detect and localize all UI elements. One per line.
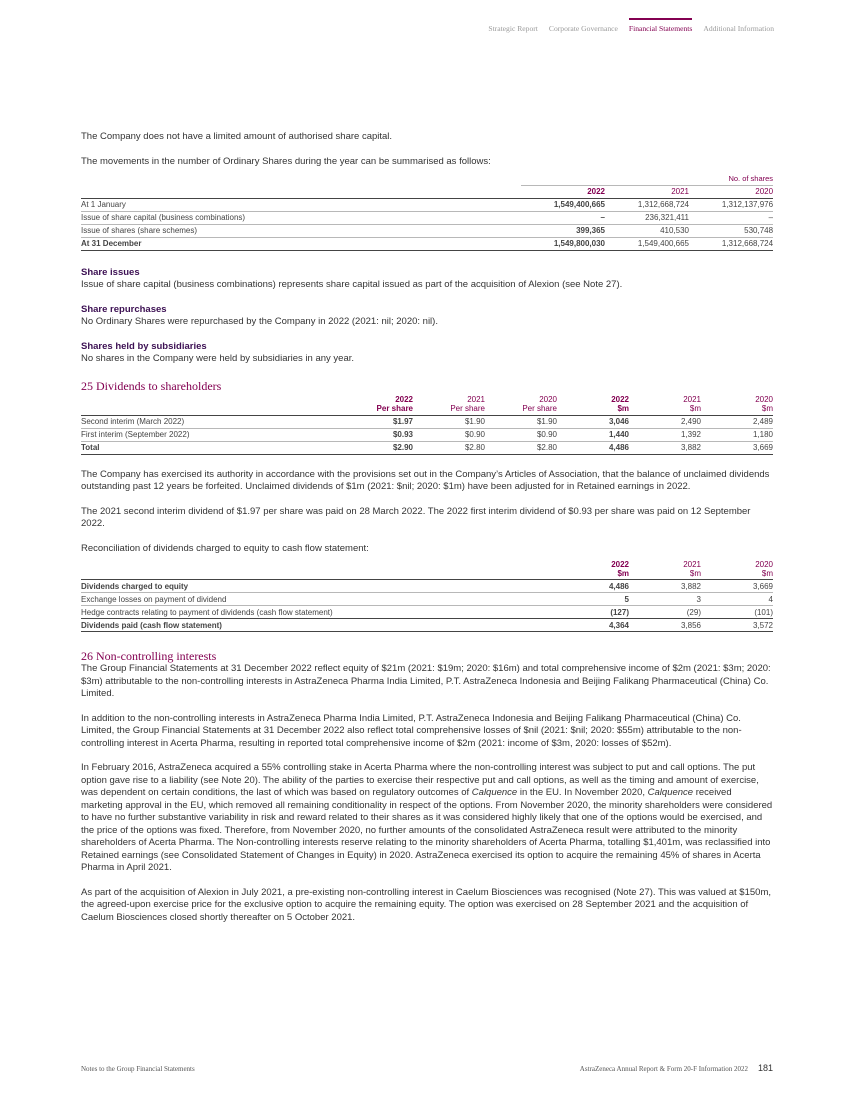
cell: $0.93 — [341, 428, 413, 441]
row-label: Issue of share capital (business combinations) — [81, 211, 521, 224]
intro-paragraph-2: The movements in the number of Ordinary Shares during the year can be summarised as follows: — [81, 155, 491, 167]
col-header: 2020 $m — [701, 558, 773, 580]
cell: 236,321,411 — [605, 211, 689, 224]
cell: 1,392 — [629, 428, 701, 441]
col-header: 2020 Per share — [485, 394, 557, 416]
table-row — [81, 606, 773, 619]
col-header: 2022 Per share — [341, 394, 413, 416]
table-row — [81, 415, 773, 428]
cell: 3,046 — [557, 415, 629, 428]
row-label: At 1 January — [81, 198, 521, 211]
footer-report-title: AstraZeneca Annual Report & Form 20-F Information 2022 — [579, 1065, 748, 1073]
cell: 1,312,668,724 — [689, 237, 773, 250]
cell: (29) — [629, 606, 701, 619]
cell: $2.80 — [485, 441, 557, 454]
nci-paragraph-3: In February 2016, AstraZeneca acquired a 55% controlling stake in Acerta Pharma where the non-controlling interest was subject to put and call options. The put option gave rise to a liability (see Note 20). The ability of the parties to exercise their respective put and call options, as well as the timing and amount of exercise, was dependent on certain conditions, the last of which was based on regulatory outcomes of Calquence in the EU. In November 2020, Calquence received marketing approval in the EU, which removed all remaining conditionality in respect of the options. From November 2020, the minority shareholders were considered to have no further substantive variability in risk and reward related to their shares as it was considered highly likely that one of the options would be exercised, and the price of the options was fixed. Therefore, from November 2020, no further amounts of the consolidated AstraZeneca result were attributed to the minority shareholders of Acerta Pharma. The Non-controlling interests reserve relating to the minority shareholders of Acerta Pharma, totalling $1,401m, was reclassified into Retained earnings (see Consolidated Statement of Changes in Equity) in 2020. AstraZeneca exercised its option to acquire the remaining 45% of shares in Acerta Pharma in April 2021. — [81, 762, 773, 873]
nav-additional-information[interactable]: Additional Information — [703, 24, 774, 33]
cell: 3,669 — [701, 580, 773, 593]
col-header: 2022 $m — [557, 558, 629, 580]
row-label: At 31 December — [81, 237, 521, 250]
shares-held-heading: Shares held by subsidiaries — [81, 340, 207, 352]
intro-paragraph-1: The Company does not have a limited amount of authorised share capital. — [81, 131, 393, 142]
table-row — [81, 198, 773, 211]
reconciliation-table — [81, 558, 773, 632]
cell: (127) — [557, 606, 629, 619]
nav-corporate-governance[interactable]: Corporate Governance — [548, 24, 618, 33]
table-total-row — [81, 619, 773, 632]
col-header: 2021 $m — [629, 558, 701, 580]
nav-strategic-report[interactable]: Strategic Report — [488, 24, 538, 33]
col-header: 2022 $m — [557, 394, 629, 416]
dividends-paragraph-3: Reconciliation of dividends charged to equity to cash flow statement: — [81, 542, 369, 554]
cell: 399,365 — [521, 224, 605, 237]
nci-section-title: 26 Non-controlling interests — [81, 649, 217, 663]
share-repurchases-heading: Share repurchases — [81, 303, 167, 315]
cell: 5 — [557, 593, 629, 606]
col-header: 2021 $m — [629, 394, 701, 416]
dividends-paragraph-2: The 2021 second interim dividend of $1.97 per share was paid on 28 March 2022. The 2022 first interim dividend of $0.93 per share was paid on 12 September 2022. — [81, 505, 751, 529]
row-label: Issue of shares (share schemes) — [81, 224, 521, 237]
row-label: Total — [81, 441, 341, 454]
ordinary-shares-table — [81, 172, 773, 251]
table-row — [81, 224, 773, 237]
table-row — [81, 593, 773, 606]
cell: $2.80 — [413, 441, 485, 454]
shares-unit-label: No. of shares — [728, 173, 774, 183]
cell: 4 — [701, 593, 773, 606]
col-header: 2021 — [605, 185, 689, 198]
cell: 4,486 — [557, 580, 629, 593]
row-label: Dividends charged to equity — [81, 580, 557, 593]
cell: 1,549,400,665 — [605, 237, 689, 250]
cell: $1.90 — [485, 415, 557, 428]
footer-section-label: Notes to the Group Financial Statements — [81, 1065, 195, 1073]
cell: – — [521, 211, 605, 224]
cell: 3,882 — [629, 580, 701, 593]
share-issues-heading: Share issues — [81, 266, 140, 278]
col-header: 2020 — [689, 185, 773, 198]
cell: $1.90 — [413, 415, 485, 428]
cell: 4,486 — [557, 441, 629, 454]
cell: $2.90 — [341, 441, 413, 454]
cell: 4,364 — [557, 619, 629, 632]
cell: – — [689, 211, 773, 224]
cell: 2,490 — [629, 415, 701, 428]
cell: 1,440 — [557, 428, 629, 441]
table-row — [81, 580, 773, 593]
cell: 3 — [629, 593, 701, 606]
table-row — [81, 428, 773, 441]
cell: 3,572 — [701, 619, 773, 632]
main-content — [81, 131, 773, 924]
cell: $1.97 — [341, 415, 413, 428]
cell: $0.90 — [413, 428, 485, 441]
share-issues-text: Issue of share capital (business combinations) represents share capital issued as part of the acquisition of Alexion (see Note 27). — [81, 279, 623, 290]
row-label: First interim (September 2022) — [81, 428, 341, 441]
cell: (101) — [701, 606, 773, 619]
row-label: Hedge contracts relating to payment of dividends (cash flow statement) — [81, 606, 557, 619]
cell: 3,882 — [629, 441, 701, 454]
share-repurchases-text: No Ordinary Shares were repurchased by the Company in 2022 (2021: nil; 2020: nil). — [81, 316, 438, 327]
cell: 530,748 — [689, 224, 773, 237]
footer — [580, 1063, 773, 1073]
shares-held-text: No shares in the Company were held by subsidiaries in any year. — [81, 353, 355, 364]
table-row — [81, 211, 773, 224]
cell: 3,669 — [701, 441, 773, 454]
dividends-paragraph-1: The Company has exercised its authority in accordance with the provisions set out in the Company’s Articles of Association, that the balance of unclaimed dividends outstanding past 12 years be forfeited. Unclaimed dividends of $1m (2021: $nil; 2020: $1m) have been adjusted for in Retained earnings in 2022. — [81, 468, 770, 492]
col-header: 2022 — [521, 185, 605, 198]
col-header: 2021 Per share — [413, 394, 485, 416]
row-label: Exchange losses on payment of dividend — [81, 593, 557, 606]
page-number: 181 — [757, 1063, 773, 1073]
cell: 1,180 — [701, 428, 773, 441]
table-total-row — [81, 441, 773, 454]
cell: $0.90 — [485, 428, 557, 441]
dividends-table — [81, 394, 773, 455]
row-label: Dividends paid (cash flow statement) — [81, 619, 557, 632]
dividends-section-title: 25 Dividends to shareholders — [81, 378, 222, 393]
top-navigation — [488, 18, 774, 33]
nci-paragraph-1: The Group Financial Statements at 31 December 2022 reflect equity of $21m (2021: $19m; 2020: $16m) and total comprehensive income of $2m (2021: $3m; 2020: $3m) attributable to the non-controlling interests in AstraZeneca Pharma India Limited, P.T. AstraZeneca Indonesia and Beijing Falikang Pharmaceutical (China) Co. Limited. — [81, 663, 771, 699]
nci-paragraph-2: In addition to the non-controlling interests in AstraZeneca Pharma India Limited, P.T. AstraZeneca Indonesia and Beijing Falikang Pharmaceutical (China) Co. Limited, the Group Financial Statements at 31 December 2022 also reflect total comprehensive losses of $nil (2021: $nil; 2020: $55m) attributable to the non-controlling interest in Acerta Pharma, resulting in reported total comprehensive income of $2m (2021: income of $3m, 2020: losses of $52m). — [81, 712, 742, 749]
cell: 1,312,137,976 — [689, 198, 773, 211]
cell: 410,530 — [605, 224, 689, 237]
nci-paragraph-4: As part of the acquisition of Alexion in July 2021, a pre-existing non-controlling interest in Caelum Biosciences was recognised (Note 27). This was valued at $150m, the agreed-upon exercise price for the exclusive option to acquire the remaining equity. The option was exercised on 28 September 2021 and the acquisition of Caelum Biosciences closed shortly thereafter on 5 October 2021. — [81, 886, 771, 923]
table-total-row — [81, 237, 773, 250]
cell: 1,549,800,030 — [521, 237, 605, 250]
cell: 1,549,400,665 — [521, 198, 605, 211]
nav-financial-statements[interactable]: Financial Statements — [629, 18, 692, 33]
col-header: 2020 $m — [701, 394, 773, 416]
cell: 3,856 — [629, 619, 701, 632]
cell: 1,312,668,724 — [605, 198, 689, 211]
cell: 2,489 — [701, 415, 773, 428]
row-label: Second interim (March 2022) — [81, 415, 341, 428]
